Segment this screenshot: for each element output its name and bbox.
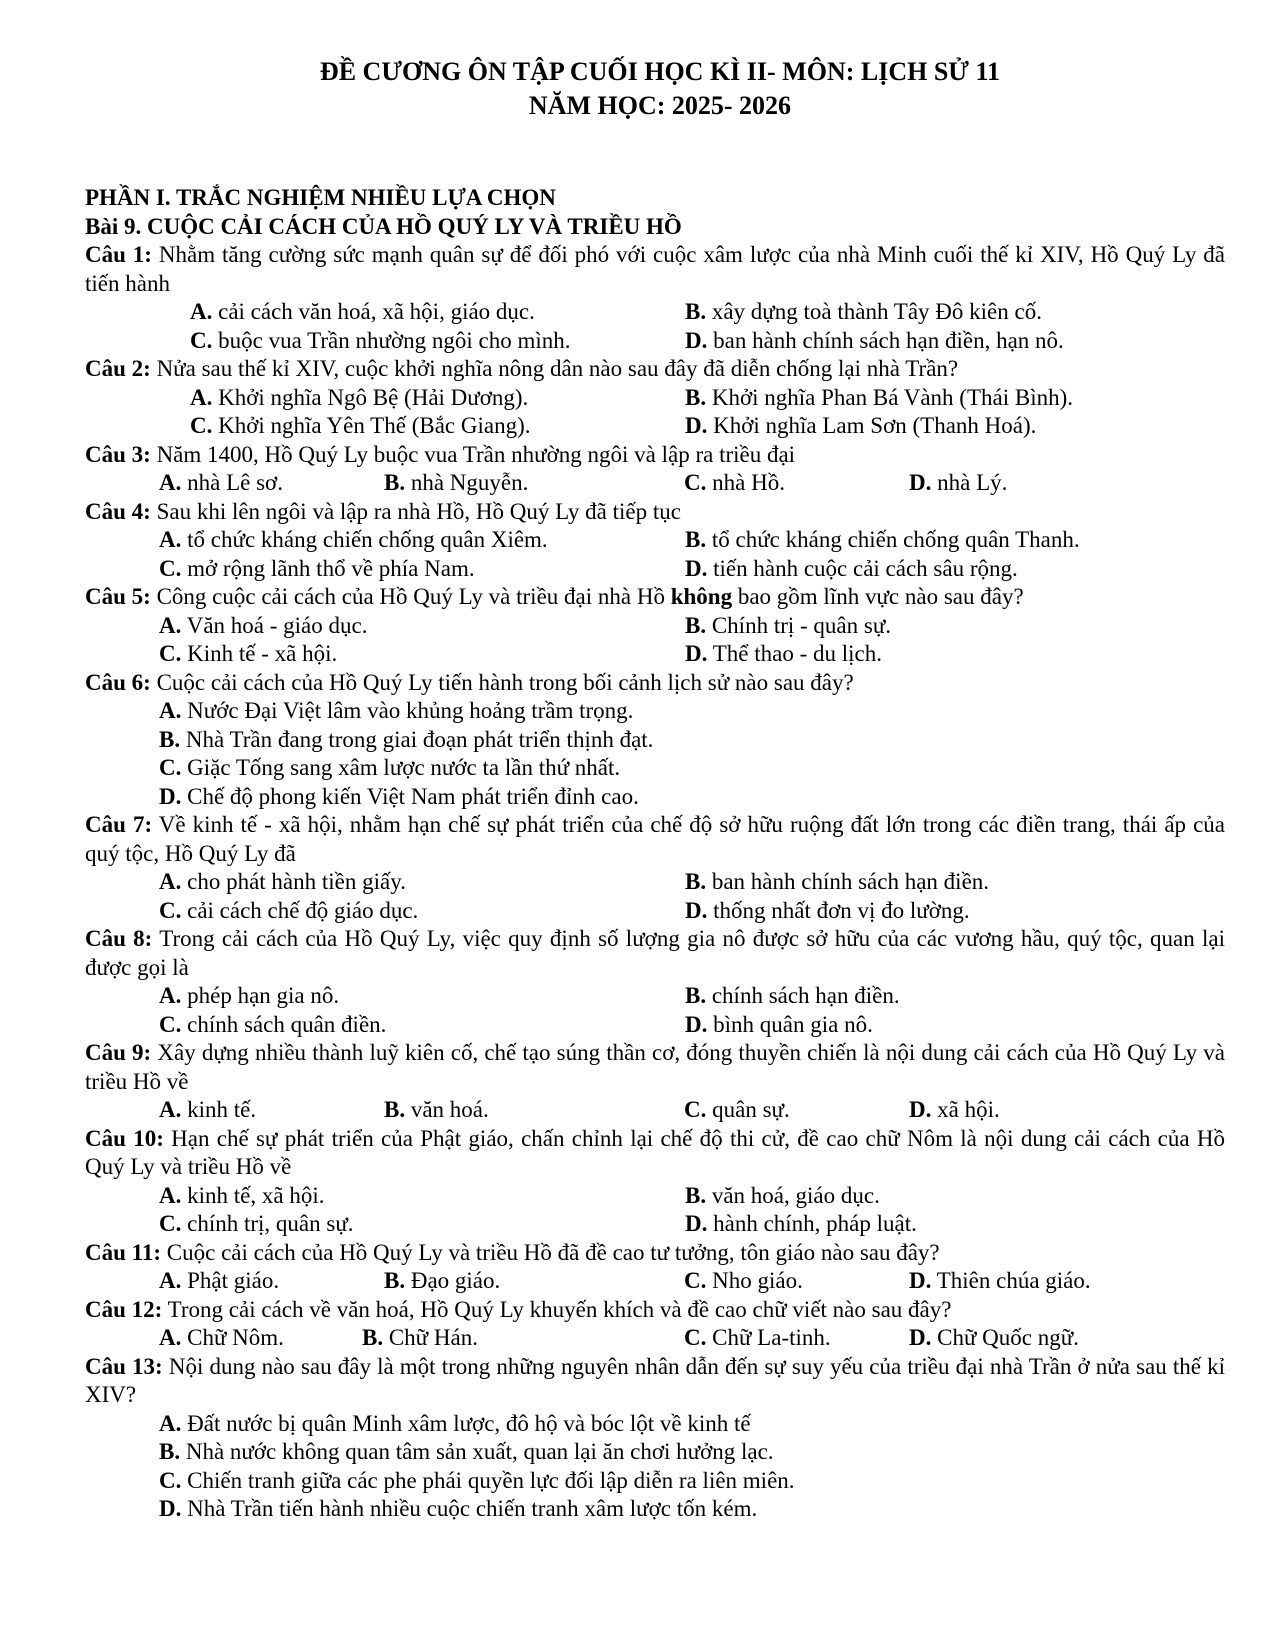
answer-option <box>685 555 1185 584</box>
question-8 <box>85 925 1225 982</box>
question-text: Trong cải cách về văn hoá, Hồ Quý Ly khuyến khích và đề cao chữ viết nào sau đây? <box>167 1296 952 1322</box>
option-text: hành chính, pháp luật. <box>713 1211 917 1236</box>
answer-option <box>685 897 1185 926</box>
option-text: nhà Hồ. <box>712 470 785 495</box>
option-letter: C. <box>684 1268 707 1293</box>
option-letter: D. <box>909 470 932 495</box>
option-letter: B. <box>384 1268 406 1293</box>
option-letter: D. <box>685 897 708 923</box>
answer-option <box>190 327 685 356</box>
question-6 <box>85 669 1225 698</box>
option-text: phép hạn gia nô. <box>187 983 340 1008</box>
option-text: Thể thao - du lịch. <box>712 641 882 666</box>
answer-options <box>85 298 1225 355</box>
option-text: ban hành chính sách hạn điền, hạn nô. <box>713 327 1064 353</box>
option-letter: B. <box>159 726 181 752</box>
option-letter: D. <box>685 1211 708 1236</box>
answer-option <box>684 1324 909 1353</box>
option-text: Nhà Trần tiến hành nhiều cuộc chiến tranh xâm lược tốn kém. <box>187 1496 758 1521</box>
question-list <box>85 241 1225 1524</box>
answer-option <box>684 1096 909 1125</box>
option-letter: D. <box>909 1097 932 1122</box>
option-text: cho phát hành tiền giấy. <box>187 869 406 894</box>
answer-option <box>159 1495 1225 1524</box>
question-label: Câu 2: <box>85 356 151 381</box>
question-label: Câu 8: <box>85 926 153 951</box>
option-text: Đất nước bị quân Minh xâm lược, đô hộ và bóc lột về kinh tế <box>187 1410 751 1436</box>
answer-option <box>159 1438 1225 1467</box>
answer-options <box>85 1324 1225 1353</box>
answer-option <box>190 412 685 441</box>
option-text: cải cách văn hoá, xã hội, giáo dục. <box>218 299 535 324</box>
option-letter: C. <box>159 1211 182 1236</box>
option-text: nhà Lý. <box>937 470 1008 495</box>
question-text: Nửa sau thế kỉ XIV, cuộc khởi nghĩa nông dân nào sau đây đã diễn chống lại nhà Trần? <box>156 356 959 381</box>
option-letter: D. <box>685 1011 708 1037</box>
answer-option <box>190 298 685 327</box>
question-2 <box>85 355 1225 384</box>
question-7 <box>85 811 1225 868</box>
answer-option <box>685 384 1185 413</box>
option-letter: C. <box>190 327 213 353</box>
option-text: nhà Lê sơ. <box>187 470 283 495</box>
answer-option <box>909 1267 1159 1296</box>
answer-option <box>159 982 685 1011</box>
option-text: Đạo giáo. <box>410 1268 501 1293</box>
option-letter: D. <box>685 327 708 353</box>
answer-options <box>85 1182 1225 1239</box>
option-letter: D. <box>685 413 708 438</box>
option-letter: A. <box>159 1325 182 1350</box>
option-letter: A. <box>159 1182 182 1208</box>
option-letter: B. <box>362 1325 384 1350</box>
option-text: buộc vua Trần nhường ngôi cho mình. <box>218 327 571 353</box>
answer-options <box>85 1096 1225 1125</box>
option-letter: B. <box>685 299 707 324</box>
document-title: ĐỀ CƯƠNG ÔN TẬP CUỐI HỌC KÌ II- MÔN: LỊCH SỬ 11 <box>319 57 1001 86</box>
answer-options <box>85 982 1225 1039</box>
document-body <box>85 184 1225 1524</box>
option-text: Kinh tế - xã hội. <box>187 641 338 666</box>
question-label: Câu 4: <box>85 498 151 524</box>
question-text: Xây dựng nhiều thành luỹ kiên cố, chế tạo súng thần cơ, đóng thuyền chiến là nội dung cải cách của Hồ Quý Ly và triều Hồ về <box>85 1040 1226 1094</box>
option-text: Chữ Nôm. <box>187 1325 284 1350</box>
answer-option <box>159 555 685 584</box>
answer-option <box>159 1410 1225 1439</box>
option-letter: A. <box>159 527 182 552</box>
question-label: Câu 5: <box>85 584 151 609</box>
answer-option <box>159 897 685 926</box>
option-text: nhà Nguyễn. <box>410 470 529 495</box>
question-13 <box>85 1353 1225 1410</box>
option-letter: B. <box>685 1182 707 1208</box>
question-label: Câu 12: <box>85 1296 163 1322</box>
question-text: Cuộc cải cách của Hồ Quý Ly tiến hành trong bối cảnh lịch sử nào sau đây? <box>156 669 854 695</box>
answer-option <box>384 1267 684 1296</box>
question-label: Câu 3: <box>85 441 151 467</box>
option-letter: D. <box>685 641 708 666</box>
answer-option <box>909 1324 1159 1353</box>
option-letter: B. <box>685 612 707 638</box>
option-text: kinh tế. <box>187 1097 257 1122</box>
answer-option <box>384 1096 684 1125</box>
option-text: Thiên chúa giáo. <box>936 1268 1091 1293</box>
question-label: Câu 6: <box>85 669 151 695</box>
option-text: Nước Đại Việt lâm vào khủng hoảng trầm trọng. <box>187 698 634 723</box>
option-text: chính trị, quân sự. <box>187 1211 354 1236</box>
answer-option <box>159 469 384 498</box>
answer-option <box>159 1096 384 1125</box>
question-4 <box>85 498 1225 527</box>
answer-option <box>159 868 685 897</box>
option-text: bình quân gia nô. <box>713 1011 873 1037</box>
question-text: Về kinh tế - xã hội, nhằm hạn chế sự phát triển của chế độ sở hữu ruộng đất lớn trong các điền trang, thái ấp của quý tộc, Hồ Quý Ly đã <box>85 812 1225 866</box>
option-text: Chính trị - quân sự. <box>711 612 892 638</box>
answer-option <box>159 1324 362 1353</box>
answer-option <box>685 412 1185 441</box>
answer-option <box>685 1210 1185 1239</box>
option-letter: C. <box>159 1467 182 1493</box>
answer-option <box>159 726 1225 755</box>
option-text: chính sách hạn điền. <box>711 983 900 1008</box>
question-text: Hạn chế sự phát triển của Phật giáo, chấn chỉnh lại chế độ thi cử, đề cao chữ Nôm là nội dung cải cách của Hồ Quý Ly và triều Hồ về <box>85 1125 1225 1179</box>
option-letter: B. <box>384 470 406 495</box>
option-text: Nhà nước không quan tâm sản xuất, quan lại ăn chơi hưởng lạc. <box>185 1439 774 1464</box>
answer-option <box>684 1267 909 1296</box>
question-12 <box>85 1296 1225 1325</box>
option-text: quân sự. <box>712 1097 790 1122</box>
option-letter: B. <box>685 983 707 1008</box>
answer-options <box>85 612 1225 669</box>
part-heading: PHẦN I. TRẮC NGHIỆM NHIỀU LỰA CHỌN <box>85 185 556 210</box>
option-text: Giặc Tống sang xâm lược nước ta lần thứ nhất. <box>187 755 621 780</box>
answer-option <box>685 612 1185 641</box>
option-letter: A. <box>190 299 213 324</box>
option-letter: A. <box>190 384 213 410</box>
option-letter: B. <box>384 1097 406 1122</box>
question-label: Câu 1: <box>85 242 152 267</box>
option-text: Khởi nghĩa Phan Bá Vành (Thái Bình). <box>711 384 1074 410</box>
option-letter: D. <box>159 783 182 809</box>
option-letter: B. <box>685 869 707 894</box>
option-letter: A. <box>159 612 182 638</box>
question-10 <box>85 1125 1225 1182</box>
answer-option <box>685 526 1185 555</box>
answer-option <box>685 982 1185 1011</box>
option-letter: C. <box>159 555 182 581</box>
option-letter: C. <box>684 1325 707 1350</box>
answer-option <box>909 469 1159 498</box>
answer-option <box>685 640 1185 669</box>
question-text: Năm 1400, Hồ Quý Ly buộc vua Trần nhường ngôi và lập ra triều đại <box>156 441 796 467</box>
option-text: Phật giáo. <box>187 1268 280 1293</box>
answer-option <box>909 1096 1159 1125</box>
answer-option <box>685 1182 1185 1211</box>
option-letter: C. <box>159 755 182 780</box>
answer-options <box>85 868 1225 925</box>
answer-options <box>85 1267 1225 1296</box>
answer-option <box>684 469 909 498</box>
question-text: Công cuộc cải cách của Hồ Quý Ly và triều đại nhà Hồ <box>156 584 671 609</box>
answer-option <box>159 1267 384 1296</box>
option-letter: D. <box>909 1325 932 1350</box>
question-1 <box>85 241 1225 298</box>
option-letter: D. <box>159 1496 182 1521</box>
option-text: Khởi nghĩa Lam Sơn (Thanh Hoá). <box>713 413 1037 438</box>
question-11 <box>85 1239 1225 1268</box>
question-text: bao gồm lĩnh vực nào sau đây? <box>732 584 1024 609</box>
option-letter: D. <box>909 1268 932 1293</box>
option-letter: C. <box>159 897 182 923</box>
option-text: kinh tế, xã hội. <box>187 1182 325 1208</box>
question-label: Câu 11: <box>85 1239 162 1265</box>
option-text: Chữ Quốc ngữ. <box>937 1325 1079 1350</box>
option-text: Chữ La-tinh. <box>712 1325 831 1350</box>
option-text: xã hội. <box>937 1097 1000 1122</box>
answer-options <box>85 384 1225 441</box>
option-text: Chế độ phong kiến Việt Nam phát triển đỉnh cao. <box>187 783 639 809</box>
option-text: ban hành chính sách hạn điền. <box>711 869 990 894</box>
answer-option <box>685 868 1185 897</box>
question-label: Câu 10: <box>85 1125 164 1151</box>
option-text: thống nhất đơn vị đo lường. <box>713 897 970 923</box>
answer-option <box>159 783 1225 812</box>
option-text: văn hoá. <box>410 1097 489 1122</box>
answer-option <box>685 298 1185 327</box>
option-text: Khởi nghĩa Ngô Bệ (Hải Dương). <box>218 384 529 410</box>
option-letter: A. <box>159 1097 182 1122</box>
option-letter: A. <box>159 983 182 1008</box>
option-letter: A. <box>159 1268 182 1293</box>
option-letter: A. <box>159 869 182 894</box>
option-letter: C. <box>684 1097 707 1122</box>
option-text: chính sách quân điền. <box>187 1011 387 1037</box>
answer-option <box>159 1210 685 1239</box>
answer-option <box>685 1011 1185 1040</box>
answer-option <box>159 612 685 641</box>
answer-options <box>85 1410 1225 1524</box>
answer-option <box>159 526 685 555</box>
option-letter: C. <box>159 1011 182 1037</box>
answer-option <box>362 1324 684 1353</box>
option-letter: A. <box>159 698 182 723</box>
option-letter: B. <box>685 384 707 410</box>
question-label: Câu 13: <box>85 1353 163 1379</box>
option-text: mở rộng lãnh thổ về phía Nam. <box>187 555 475 581</box>
lesson-heading: Bài 9. CUỘC CẢI CÁCH CỦA HỒ QUÝ LY VÀ TRIỀU HỒ <box>85 213 682 239</box>
answer-option <box>685 327 1185 356</box>
option-letter: B. <box>159 1439 181 1464</box>
option-text: xây dựng toà thành Tây Đô kiên cố. <box>711 299 1042 324</box>
option-letter: A. <box>159 1410 182 1436</box>
answer-option <box>190 384 685 413</box>
option-text: Nho giáo. <box>712 1268 803 1293</box>
question-text: Trong cải cách của Hồ Quý Ly, việc quy định số lượng gia nô được sở hữu của các vương hầu, quý tộc, quan lại được gọi là <box>85 926 1225 980</box>
answer-option <box>159 1182 685 1211</box>
option-letter: A. <box>159 470 182 495</box>
answer-option <box>159 1011 685 1040</box>
question-text: Nội dung nào sau đây là một trong những nguyên nhân dẫn đến sự suy yếu của triều đại nhà Trần ở nửa sau thế kỉ XIV? <box>85 1353 1226 1407</box>
option-text: Nhà Trần đang trong giai đoạn phát triển thịnh đạt. <box>185 726 654 752</box>
answer-options <box>85 526 1225 583</box>
answer-option <box>159 640 685 669</box>
question-text: Sau khi lên ngôi và lập ra nhà Hồ, Hồ Quý Ly đã tiếp tục <box>156 498 681 524</box>
option-text: Chữ Hán. <box>388 1325 478 1350</box>
option-text: Chiến tranh giữa các phe phái quyền lực đối lập diễn ra liên miên. <box>187 1467 795 1493</box>
answer-options <box>85 469 1225 498</box>
option-letter: B. <box>685 527 707 552</box>
option-text: tiến hành cuộc cải cách sâu rộng. <box>713 555 1018 581</box>
question-label: Câu 7: <box>85 812 153 837</box>
question-label: Câu 9: <box>85 1040 152 1065</box>
option-text: văn hoá, giáo dục. <box>711 1182 880 1208</box>
school-year: NĂM HỌC: 2025- 2026 <box>528 91 792 120</box>
option-text: Khởi nghĩa Yên Thế (Bắc Giang). <box>218 413 531 438</box>
answer-option <box>159 1467 1225 1496</box>
option-text: tổ chức kháng chiến chống quân Xiêm. <box>187 527 548 552</box>
question-9 <box>85 1039 1225 1096</box>
answer-option <box>159 754 1225 783</box>
question-text: Nhằm tăng cường sức mạnh quân sự để đối phó với cuộc xâm lược của nhà Minh cuối thế kỉ XIV, Hồ Quý Ly đã tiến hành <box>85 242 1225 296</box>
option-text: tổ chức kháng chiến chống quân Thanh. <box>711 527 1080 552</box>
option-letter: C. <box>190 413 213 438</box>
question-text: Cuộc cải cách của Hồ Quý Ly và triều Hồ đã đề cao tư tưởng, tôn giáo nào sau đây? <box>166 1239 940 1265</box>
option-letter: C. <box>684 470 707 495</box>
answer-option <box>159 697 1225 726</box>
answer-option <box>384 469 684 498</box>
option-letter: D. <box>685 555 708 581</box>
option-letter: C. <box>159 641 182 666</box>
option-text: cải cách chế độ giáo dục. <box>187 897 419 923</box>
question-5 <box>85 583 1225 612</box>
question-3 <box>85 441 1225 470</box>
option-text: Văn hoá - giáo dục. <box>186 612 368 638</box>
question-emphasis: không <box>670 584 733 609</box>
answer-options <box>85 697 1225 811</box>
